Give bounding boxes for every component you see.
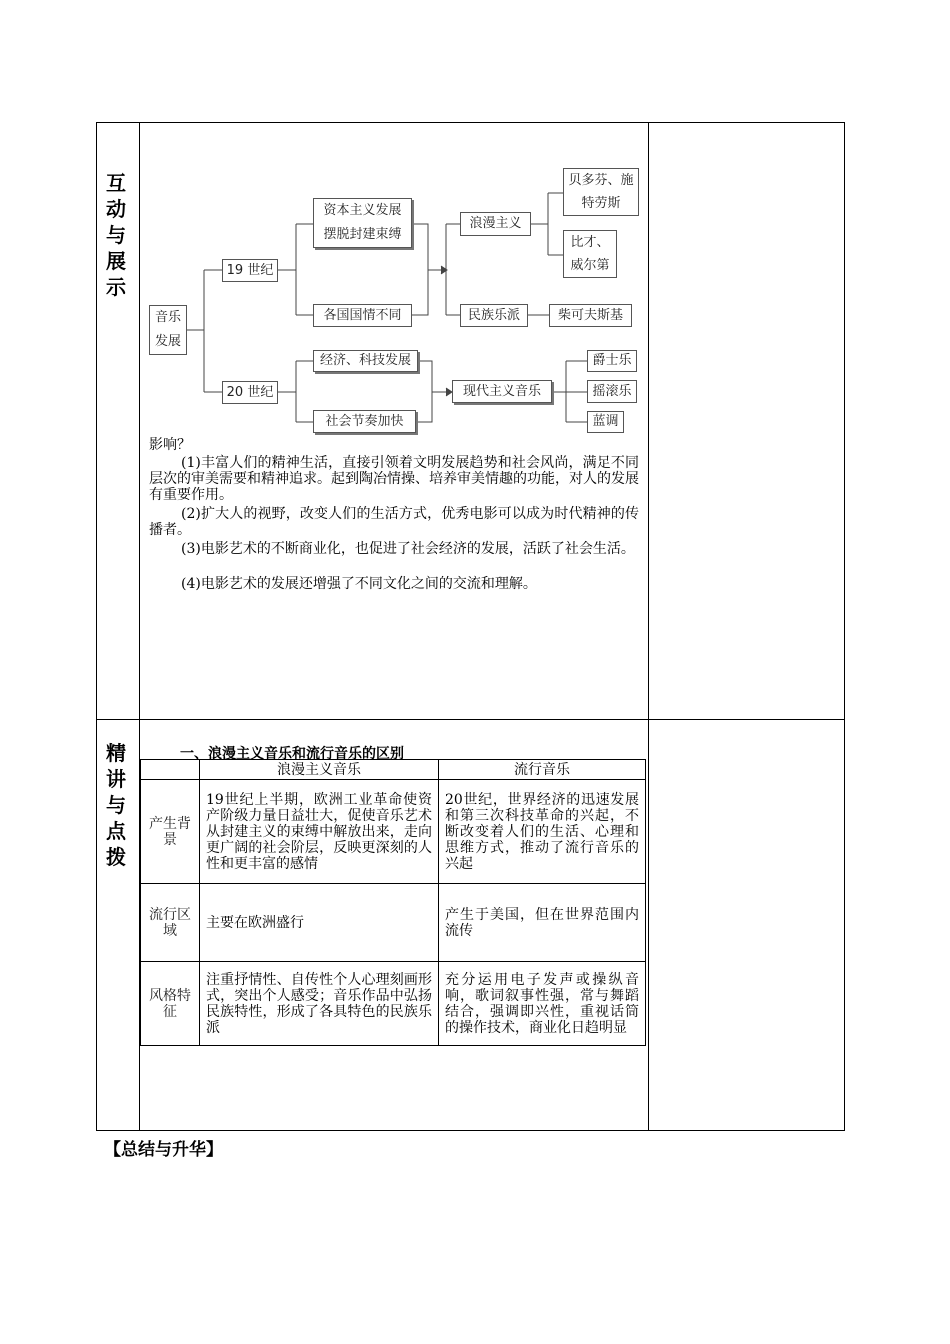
header-romantic-music: 浪漫主义音乐 (200, 760, 439, 780)
node-music-development: 音乐 发展 (149, 305, 187, 355)
influence-point-1: (1)丰富人们的精神生活，直接引领着文明发展趋势和社会风尚，满足不同层次的审美需要和精神追求。起到陶冶情操、培养审美情趣的功能，对人的发展有重要作用。 (149, 455, 639, 503)
node-beethoven-strauss: 贝多芬、施 特劳斯 (563, 168, 639, 216)
influence-title: 影响？ (149, 437, 191, 453)
influence-point-2: (2)扩大人的视野，改变人们的生活方式，优秀电影可以成为时代精神的传播者。 (149, 506, 639, 538)
table-header-row (141, 760, 646, 780)
table-row (141, 962, 646, 1046)
row-label-region: 流行区域 (141, 884, 200, 962)
comparison-title: 一、浪漫主义音乐和流行音乐的区别 (180, 746, 404, 762)
influence-point-3: (3)电影艺术的不断商业化，也促进了社会经济的发展，活跃了社会生活。 (181, 541, 635, 557)
node-jazz: 爵士乐 (587, 350, 637, 372)
cell-pop-style: 充分运用电子发声或操纵音响，歌词叙事性强，常与舞蹈结合，强调即兴性，重视话筒的操作技术，商业化日趋明显 (439, 962, 646, 1046)
node-blues: 蓝调 (587, 411, 624, 433)
summary-heading: 【总结与升华】 (104, 1140, 223, 1160)
cell-pop-background: 20世纪，世界经济的迅速发展和第三次科技革命的兴起，不断改变着人们的生活、心理和思维方式，推动了流行音乐的兴起 (439, 780, 646, 884)
influence-point-4: (4)电影艺术的发展还增强了不同文化之间的交流和理解。 (181, 576, 537, 592)
node-social-pace: 社会节奏加快 (313, 410, 416, 433)
node-rock: 摇滚乐 (587, 380, 637, 403)
section-label-interact: 互 动 与 展 示 (106, 171, 126, 299)
table-corner-cell (141, 760, 200, 780)
section-label-explain: 精 讲 与 点 拨 (106, 741, 126, 869)
node-20th-century: 20 世纪 (222, 381, 278, 404)
node-19th-century: 19 世纪 (222, 259, 278, 282)
node-tchaikovsky: 柴可夫斯基 (549, 304, 632, 327)
node-bizet-verdi: 比才、 威尔第 (563, 230, 617, 278)
node-national-conditions: 各国国情不同 (313, 304, 412, 327)
comparison-table (140, 759, 646, 1046)
cell-pop-region: 产生于美国，但在世界范围内流传 (439, 884, 646, 962)
node-modernist-music: 现代主义音乐 (452, 380, 552, 403)
header-pop-music: 流行音乐 (439, 760, 646, 780)
cell-romantic-background: 19世纪上半期，欧洲工业革命使资产阶级力量日益壮大，促使音乐艺术从封建主义的束缚中解放出来，走向更广阔的社会阶层，反映更深刻的人性和更丰富的感情 (200, 780, 439, 884)
cell-romantic-style: 注重抒情性、自传性个人心理刻画形式，突出个人感受；音乐作品中弘扬民族特性，形成了各具特色的民族乐派 (200, 962, 439, 1046)
row-label-background: 产生背景 (141, 780, 200, 884)
node-capitalism-development: 资本主义发展 摆脱封建束缚 (313, 198, 412, 248)
row-label-style: 风格特征 (141, 962, 200, 1046)
node-national-school: 民族乐派 (460, 304, 528, 327)
cell-romantic-region: 主要在欧洲盛行 (200, 884, 439, 962)
node-romanticism: 浪漫主义 (460, 212, 531, 236)
node-economy-technology: 经济、科技发展 (313, 350, 418, 372)
table-row (141, 884, 646, 962)
table-row (141, 780, 646, 884)
row-divider (97, 719, 844, 720)
